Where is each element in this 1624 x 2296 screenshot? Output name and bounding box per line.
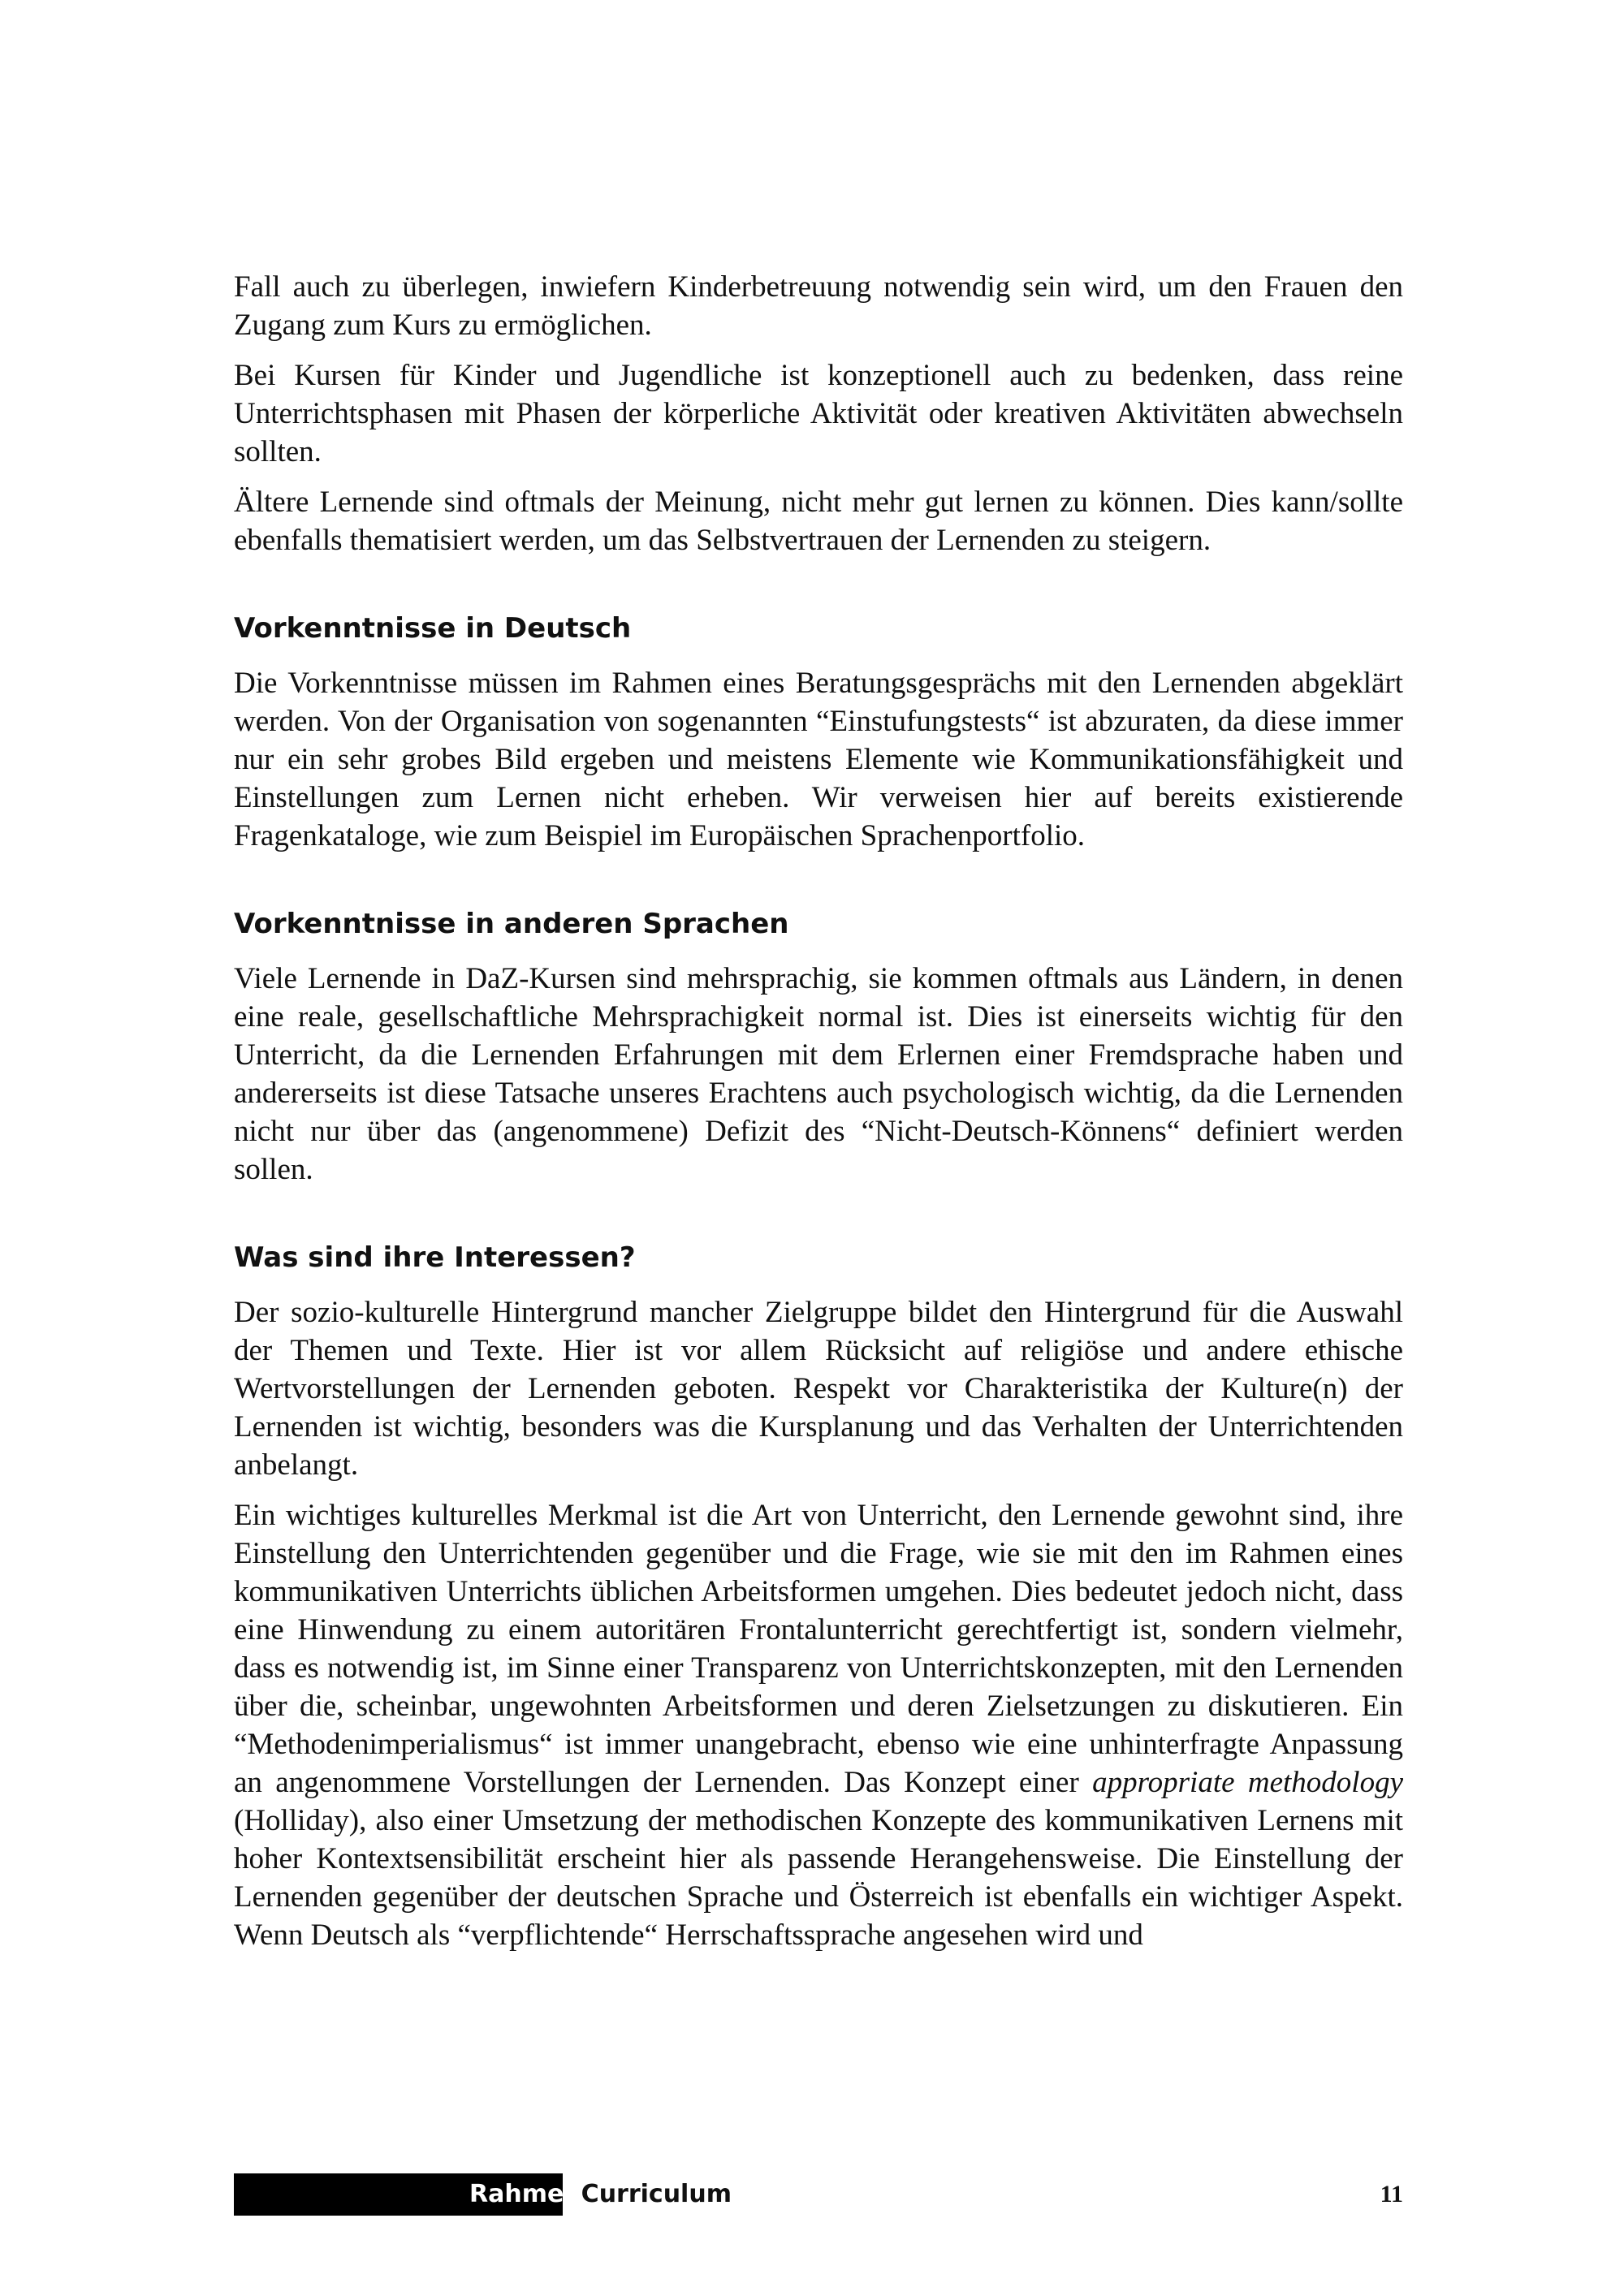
paragraph-kinderbetreuung: Fall auch zu überlegen, inwiefern Kinderbetreuung notwendig sein wird, um den Frauen den Zugang zum Kurs zu ermöglichen. [234, 270, 1403, 342]
italic-appropriate-methodology: appropriate methodology [1092, 1766, 1403, 1799]
footer-brand [469, 2180, 732, 2209]
paragraph-kinder-jugendliche: Bei Kursen für Kinder und Jugendliche ist konzeptionell auch zu bedenken, dass reine Unterrichtsphasen mit Phasen der körperliche Aktivität oder kreativen Aktivitäten abwechseln sollten. [234, 359, 1403, 468]
paragraph-kulturelles-merkmal [234, 1496, 1403, 1954]
paragraph-soziokulturell: Der sozio-kulturelle Hintergrund mancher Zielgruppe bildet den Hintergrund für die Auswahl der Themen und Texte. Hier ist vor allem Rücksicht auf religiöse und andere ethische Wertvorstellungen der Lernenden geboten. Respekt vor Charakteristika der Kulture(n) der Lernenden ist wichtig, besonders was die Kursplanung und das Verhalten der Unterrichtenden anbelangt. [234, 1296, 1403, 1482]
text-before-italic: Ein wichtiges kulturelles Merkmal ist die Art von Unterricht, den Lernende gewohnt sind, ihre Einstellung den Unterrichtenden gegenüber und die Frage, wie sie mit den im Rahmen eines kommunikativen Unterrichts üblichen Arbeitsformen umgehen. Dies bedeutet jedoch nicht, dass eine Hinwendung zu einem autoritären Frontalunterricht gerechtfertigt ist, sondern vielmehr, dass es notwendig ist, im Sinne einer Transparenz von Unterrichtskonzepten, mit den Lernenden über die, scheinbar, ungewohnten Arbeitsformen und deren Zielsetzungen zu diskutieren. Ein “Methodenimperialismus“ ist immer unangebracht, ebenso wie eine unhinterfragte Anpassung an angenommene Vorstellungen der Lernenden. Das Konzept einer [234, 1499, 1403, 1799]
heading-vorkenntnisse-sprachen: Vorkenntnisse in anderen Sprachen [234, 908, 789, 940]
brand-curriculum: Curriculum [581, 2180, 732, 2208]
page-body [234, 268, 1403, 1966]
page-number: 11 [1380, 2181, 1403, 2208]
paragraph-aeltere-lernende: Ältere Lernende sind oftmals der Meinung, nicht mehr gut lernen zu können. Dies kann/sollte ebenfalls thematisiert werden, um das Selbstvertrauen der Lernenden zu steigern. [234, 486, 1403, 557]
paragraph-vorkenntnisse-deutsch: Die Vorkenntnisse müssen im Rahmen eines Beratungsgesprächs mit den Lernenden abgeklärt werden. Von der Organisation von sogenannten “Einstufungstests“ ist abzuraten, da diese immer nur ein sehr grobes Bild ergeben und meistens Elemente wie Kommunikationsfähigkeit und Einstellungen zum Lernen nicht erheben. Wir verweisen hier auf bereits existierende Fragenkataloge, wie zum Beispiel im Europäischen Sprachenportfolio. [234, 667, 1403, 852]
brand-rahmen: Rahmen [469, 2180, 581, 2208]
heading-interessen: Was sind ihre Interessen? [234, 1241, 636, 1274]
heading-vorkenntnisse-deutsch: Vorkenntnisse in Deutsch [234, 612, 632, 645]
text-after-italic: (Holliday), also einer Umsetzung der methodischen Konzepte des kommunikativen Lernens mit hoher Kontextsensibilität erscheint hier als passende Herangehensweise. Die Einstellung der Lernenden gegenüber der deutschen Sprache und Österreich ist ebenfalls ein wichtiger Aspekt. Wenn Deutsch als “verpflichtende“ Herrschaftssprache angesehen wird und [234, 1804, 1403, 1952]
page-footer [234, 2173, 1403, 2216]
paragraph-vorkenntnisse-sprachen: Viele Lernende in DaZ-Kursen sind mehrsprachig, sie kommen oftmals aus Ländern, in denen eine reale, gesellschaftliche Mehrsprachigkeit normal ist. Dies ist einerseits wichtig für den Unterricht, da die Lernenden Erfahrungen mit dem Erlernen einer Fremdsprache haben und andererseits ist diese Tatsache unseres Erachtens auch psychologisch wichtig, da die Lernenden nicht nur über das (angenommene) Defizit des “Nicht-Deutsch-Könnens“ definiert werden sollen. [234, 962, 1403, 1186]
